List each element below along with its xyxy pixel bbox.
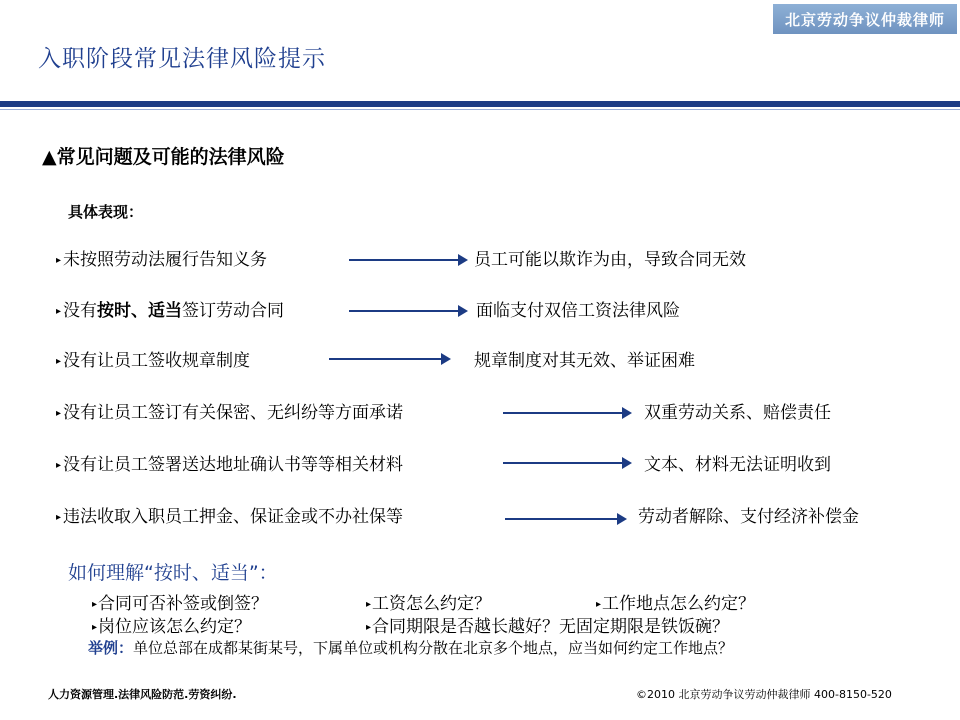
example-label: 举例： bbox=[88, 639, 134, 657]
issue-text: 没有 bbox=[63, 301, 98, 321]
arrow-icon bbox=[329, 358, 449, 360]
title-divider bbox=[0, 101, 960, 107]
risk-issue bbox=[56, 296, 284, 321]
risk-row bbox=[56, 245, 936, 269]
question-text: 合同可否补签或倒签？ bbox=[98, 594, 269, 614]
title-divider-thin bbox=[0, 109, 960, 110]
bullet-icon: ▸ bbox=[366, 622, 372, 633]
issue-text: 签订劳动合同 bbox=[182, 301, 285, 321]
risk-issue bbox=[56, 502, 403, 527]
bullet-icon: ▸ bbox=[56, 306, 62, 317]
issue-emphasis: 按时、适当 bbox=[97, 301, 183, 321]
question-item bbox=[596, 589, 755, 614]
bullet-icon: ▸ bbox=[366, 599, 372, 610]
risk-row bbox=[56, 450, 936, 474]
risk-result: 面临支付双倍工资法律风险 bbox=[476, 301, 680, 321]
page-title: 入职阶段常见法律风险提示 bbox=[38, 46, 326, 72]
question-item bbox=[92, 612, 251, 637]
question-text: 合同期限是否越长越好？无固定期限是铁饭碗？ bbox=[372, 617, 730, 637]
example-line bbox=[88, 637, 733, 658]
bullet-icon: ▸ bbox=[56, 408, 62, 419]
risk-result: 员工可能以欺诈为由，导致合同无效 bbox=[474, 250, 746, 270]
bullet-icon: ▸ bbox=[56, 460, 62, 471]
risk-result: 劳动者解除、支付经济补偿金 bbox=[638, 507, 859, 527]
bullet-icon: ▸ bbox=[92, 622, 98, 633]
issue-text: 未按照劳动法履行告知义务 bbox=[63, 250, 268, 270]
question-text: 工作地点怎么约定？ bbox=[602, 594, 756, 614]
bullet-icon: ▸ bbox=[596, 599, 602, 610]
risk-row bbox=[56, 502, 936, 526]
question-item bbox=[366, 589, 491, 614]
risk-row bbox=[56, 346, 936, 370]
risk-issue bbox=[56, 245, 267, 270]
issue-text: 没有让员工签署送达地址确认书等等相关材料 bbox=[63, 455, 404, 475]
section-heading: ▲常见问题及可能的法律风险 bbox=[42, 146, 285, 168]
bullet-icon: ▸ bbox=[56, 356, 62, 367]
risk-row bbox=[56, 296, 936, 320]
arrow-icon bbox=[503, 412, 630, 414]
arrow-icon bbox=[505, 518, 625, 520]
risk-issue bbox=[56, 398, 403, 423]
understand-heading: 如何理解“按时、适当”： bbox=[68, 562, 278, 584]
question-item bbox=[92, 589, 268, 614]
question-text: 岗位应该怎么约定？ bbox=[98, 617, 252, 637]
issue-text: 违法收取入职员工押金、保证金或不办社保等 bbox=[63, 507, 404, 527]
arrow-icon bbox=[349, 310, 466, 312]
risk-issue bbox=[56, 450, 403, 475]
bullet-icon: ▸ bbox=[56, 512, 62, 523]
arrow-icon bbox=[503, 462, 630, 464]
issue-text: 没有让员工签收规章制度 bbox=[63, 351, 251, 371]
risk-issue bbox=[56, 346, 250, 371]
example-text: 单位总部在成都某街某号，下属单位或机构分散在北京多个地点，应当如何约定工作地点？ bbox=[133, 639, 734, 657]
risk-result: 规章制度对其无效、举证困难 bbox=[474, 351, 695, 371]
sub-heading: 具体表现： bbox=[68, 203, 144, 221]
issue-text: 没有让员工签订有关保密、无纠纷等方面承诺 bbox=[63, 403, 404, 423]
footer-copyright: ©2010 北京劳动争议劳动仲裁律师 400-8150-520 bbox=[636, 688, 892, 701]
risk-result: 双重劳动关系、赔偿责任 bbox=[644, 403, 831, 423]
bullet-icon: ▸ bbox=[56, 255, 62, 266]
question-item bbox=[366, 612, 729, 637]
brand-badge: 北京劳动争议仲裁律师 bbox=[773, 4, 957, 34]
footer-tagline: 人力资源管理.法律风险防范.劳资纠纷. bbox=[48, 688, 237, 701]
risk-result: 文本、材料无法证明收到 bbox=[644, 455, 831, 475]
arrow-icon bbox=[349, 259, 466, 261]
bullet-icon: ▸ bbox=[92, 599, 98, 610]
question-text: 工资怎么约定？ bbox=[372, 594, 492, 614]
risk-row bbox=[56, 398, 936, 422]
